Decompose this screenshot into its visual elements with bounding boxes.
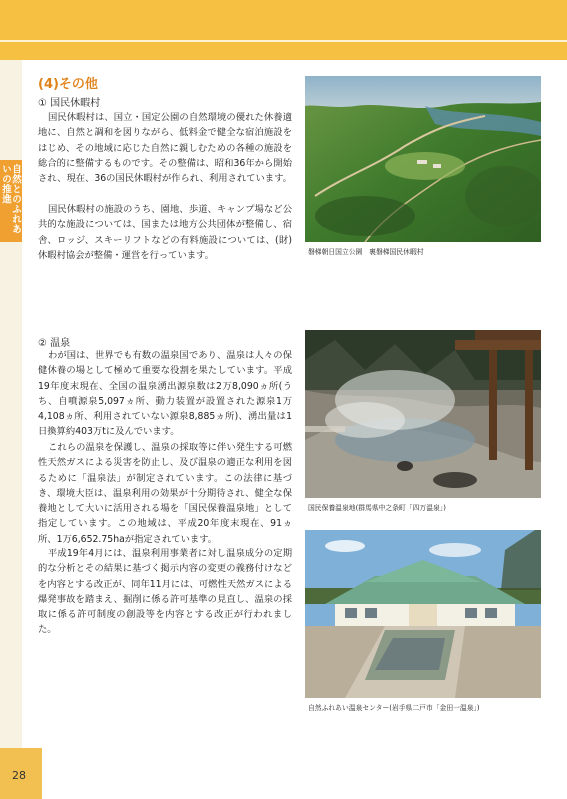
onsen-paragraph-2: これらの温泉を保護し、温泉の採取等に伴い発生する可燃性天然ガスによる災害を防止し、及び温泉の適正な利用を図るために「温泉法」が制定されています。この法律に基づき、環境大臣は、温泉利用の効果が十分期待され、健全な保養地として大いに活用される場を「国民保養温泉地」として指定しています。この地域は、平成20年度末現在、91ヵ所、1万6,652.75haが指定されています。	[38, 442, 292, 545]
kyukamura-paragraph-1: 国民休暇村は、国立・国定公園の自然環境の優れた休養適地に、自然と調和を図りながら、低料金で健全な宿泊施設をはじめ、その地域に応じた自然に親しむための各種の施設を総合的に整備するものです。その整備は、昭和36年から開始され、現在、36の国民休暇村が作られ、利用されています。	[38, 112, 292, 185]
onsen-photo-caption-1: 国民保養温泉地(群馬県中之条町「四万温泉」)	[308, 504, 446, 512]
header-band-lower	[0, 42, 567, 60]
header-band	[0, 0, 567, 40]
chapter-side-tab	[0, 160, 22, 242]
onsen-paragraph-3: 平成19年4月には、温泉利用事業者に対し温泉成分の定期的な分析とその結果に基づく掲示内容の変更の義務付けなどを内容とする改正が、同年11月には、可燃性天然ガスによる爆発事故を踏まえ、掘削に係る許可基準の見直し、温泉の採取に係る許可制度の創設等を内容とする改正が行われました。	[38, 548, 292, 636]
kyukamura-photo-caption: 磐梯朝日国立公園 裏磐梯国民休暇村	[308, 248, 424, 256]
kyukamura-aerial-photo	[305, 76, 541, 242]
page-number: 28	[12, 769, 26, 782]
onsen-paragraph-1: わが国は、世界でも有数の温泉国であり、温泉は人々の保健休養の場として極めて重要な役割を果たしています。平成19年度末現在、全国の温泉湧出源泉数は2万8,090ヵ所(うち、自噴源泉5,097ヵ所、動力装置が設置された源泉1万4,108ヵ所、利用されていない源泉8,885ヵ所)、湧出量は1日換算約403万tに及んでいます。	[38, 350, 292, 438]
onsen-heading: ② 温泉	[38, 338, 71, 349]
onsen-center-photo	[305, 530, 541, 698]
kyukamura-paragraph-2: 国民休暇村の施設のうち、園地、歩道、キャンプ場など公共的な施設については、国または地方公共団体が整備し、宿舎、ロッジ、スキーリフトなどの有料施設については、(財)休暇村協会が整備・運営を行っています。	[38, 204, 292, 261]
onsen-center-building-image	[305, 530, 541, 698]
aerial-landscape-image	[305, 76, 541, 242]
onsen-open-air-bath-photo	[305, 330, 541, 498]
chapter-side-tab-label: 自然とのふれあいの推進	[0, 164, 21, 234]
section-title: (4)その他	[38, 77, 98, 92]
open-air-bath-image	[305, 330, 541, 498]
onsen-photo-caption-2: 自然ふれあい温泉センター(岩手県二戸市「金田一温泉」)	[308, 704, 480, 712]
kyukamura-heading: ① 国民休暇村	[38, 98, 101, 109]
